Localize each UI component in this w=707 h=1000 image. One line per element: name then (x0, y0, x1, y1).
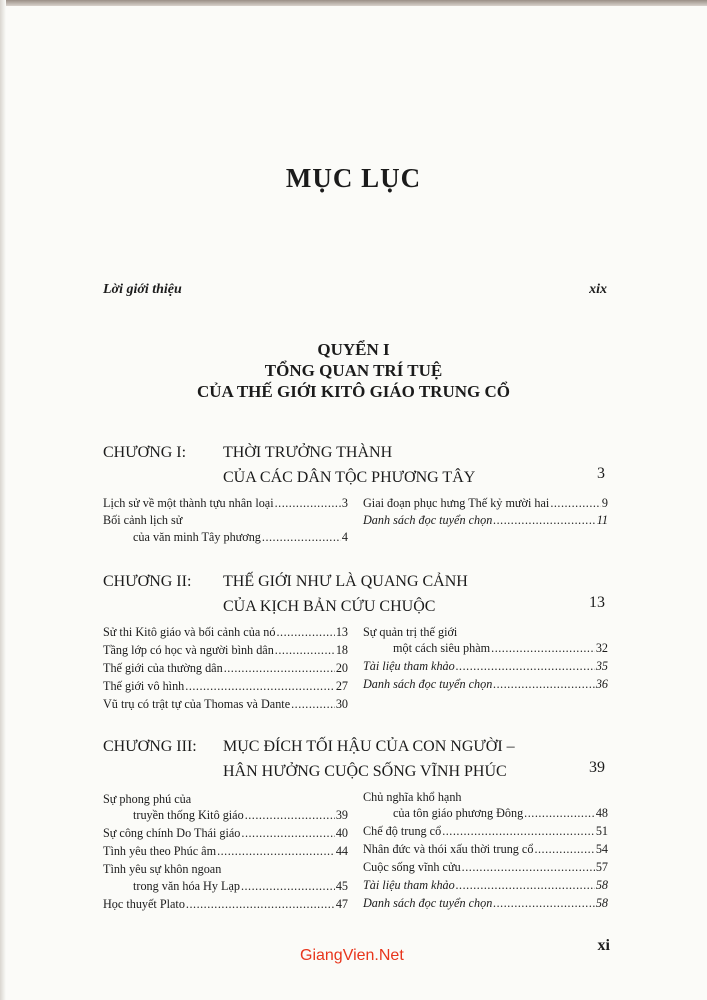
book-heading-line1: QUYỂN I (317, 340, 390, 359)
toc-entry-page: 45 (335, 879, 348, 893)
chapter-2-title-line1: THẾ GIỚI NHƯ LÀ QUANG CẢNH (223, 573, 468, 590)
toc-entry-page: 39 (335, 808, 348, 822)
leader-dots (493, 896, 595, 911)
leader-dots (276, 625, 334, 640)
toc-entry-label: Tầng lớp có học và người bình dân (103, 643, 274, 657)
toc-entry-page: 54 (595, 842, 608, 856)
leader-dots (442, 824, 595, 839)
intro-label: Lời giới thiệu (103, 282, 182, 297)
toc-entry-label: Chế độ trung cổ (363, 824, 442, 838)
leader-dots (186, 897, 335, 912)
toc-entry-label: trong văn hóa Hy Lạp (133, 879, 240, 893)
toc-entry[interactable] (363, 659, 608, 675)
leader-dots (550, 496, 601, 511)
toc-entry-label: Nhân đức và thói xấu thời trung cổ (363, 842, 534, 856)
chapter-3-title-line2: HÂN HƯỞNG CUỘC SỐNG VĨNH PHÚC (223, 763, 507, 780)
toc-entry-page: 13 (335, 625, 348, 639)
chapter-2-page: 13 (589, 594, 605, 611)
page-top-edge (0, 0, 707, 6)
toc-entry[interactable] (103, 496, 348, 512)
toc-entry[interactable] (103, 826, 348, 842)
toc-entry[interactable] (103, 844, 348, 860)
chapter-2-label: CHƯƠNG II: (103, 573, 192, 590)
toc-entry[interactable] (103, 697, 348, 713)
toc-entry-label: Tình yêu theo Phúc âm (103, 844, 217, 858)
chapter-2-title (223, 569, 468, 619)
toc-entry-label: Danh sách đọc tuyển chọn (363, 513, 493, 527)
toc-entry[interactable] (363, 842, 608, 858)
toc-entry-label: của tôn giáo phương Đông (393, 806, 524, 820)
toc-entry-page: 58 (595, 896, 608, 910)
toc-entry[interactable] (133, 808, 348, 824)
toc-entry-label: một cách siêu phàm (393, 641, 491, 655)
leader-dots (262, 530, 341, 545)
leader-dots (241, 826, 334, 841)
watermark-text: GiangVien.Net (300, 947, 404, 964)
toc-entry[interactable] (103, 625, 348, 641)
chapter-3-label: CHƯƠNG III: (103, 738, 197, 755)
intro-page: xix (589, 282, 607, 297)
toc-entry-page: 35 (595, 659, 608, 673)
leader-dots (275, 496, 341, 511)
toc-entry-label: Tài liệu tham khảo (363, 878, 455, 892)
chapter-3-title-line1: MỤC ĐÍCH TỐI HẬU CỦA CON NGƯỜI – (223, 738, 515, 755)
leader-dots (493, 513, 595, 528)
toc-entry-label: Thế giới của thường dân (103, 661, 223, 675)
toc-entry-page: 36 (595, 677, 608, 691)
toc-entry-page: 57 (595, 860, 608, 874)
toc-entry-label: Tài liệu tham khảo (363, 659, 455, 673)
book-heading-line2: TỔNG QUAN TRÍ TUỆ (264, 361, 443, 380)
toc-entry-label: Sự công chính Do Thái giáo (103, 826, 241, 840)
toc-entry[interactable] (363, 860, 608, 876)
toc-entry-label: Thế giới vô hình (103, 679, 185, 693)
toc-entry-page: 47 (335, 897, 348, 911)
toc-entry[interactable] (103, 897, 348, 913)
toc-entry-page: 4 (341, 530, 348, 544)
toc-entry[interactable] (103, 643, 348, 659)
toc-entry-label: Cuộc sống vĩnh cửu (363, 860, 461, 874)
chapter-1-title (223, 440, 475, 490)
toc-entry-label[interactable]: Chủ nghĩa khổ hạnh (363, 790, 462, 804)
toc-entry-page: 20 (335, 661, 348, 675)
toc-entry-label: Vũ trụ có trật tự của Thomas và Dante (103, 697, 291, 711)
toc-entry-label: Học thuyết Plato (103, 897, 185, 911)
toc-entry[interactable] (393, 641, 608, 657)
leader-dots (491, 641, 595, 656)
toc-entry-page: 48 (595, 806, 608, 820)
toc-entry-page: 32 (595, 641, 608, 655)
chapter-2-title-line2: CỦA KỊCH BẢN CỨU CHUỘC (223, 598, 436, 615)
leader-dots (456, 659, 595, 674)
toc-entry-label: của văn minh Tây phương (133, 530, 261, 544)
chapter-1-title-line2: CỦA CÁC DÂN TỘC PHƯƠNG TÂY (223, 469, 476, 486)
toc-entry-label: Danh sách đọc tuyển chọn (363, 677, 493, 691)
toc-entry-page: 51 (595, 824, 608, 838)
book-heading-line3: CỦA THẾ GIỚI KITÔ GIÁO TRUNG CỔ (197, 382, 510, 401)
toc-entry-page: 3 (341, 496, 348, 510)
toc-entry-page: 40 (335, 826, 348, 840)
leader-dots (217, 844, 335, 859)
toc-entry-label[interactable]: Bối cảnh lịch sử (103, 513, 183, 527)
leader-dots (456, 878, 595, 893)
leader-dots (462, 860, 595, 875)
toc-entry[interactable] (363, 896, 608, 912)
toc-entry-label: truyền thống Kitô giáo (133, 808, 244, 822)
toc-entry-label[interactable]: Tình yêu sự khôn ngoan (103, 862, 222, 876)
chapter-3-title (223, 734, 515, 784)
toc-entry[interactable] (363, 824, 608, 840)
toc-entry-label: Giai đoạn phục hưng Thế kỷ mười hai (363, 496, 550, 510)
toc-entry-label: Lịch sử về một thành tựu nhân loại (103, 496, 274, 510)
toc-entry[interactable] (363, 677, 608, 693)
toc-entry[interactable] (103, 661, 348, 677)
page-title: MỤC LỤC (285, 163, 422, 193)
chapter-1-title-line1: THỜI TRƯỞNG THÀNH (223, 444, 393, 461)
toc-entry[interactable] (133, 530, 348, 546)
page-left-edge (0, 0, 6, 1000)
leader-dots (493, 677, 595, 692)
toc-entry-label: Danh sách đọc tuyển chọn (363, 896, 493, 910)
leader-dots (224, 661, 335, 676)
toc-entry[interactable] (363, 496, 608, 512)
toc-entry[interactable] (103, 679, 348, 695)
toc-entry-page: 30 (335, 697, 348, 711)
chapter-1-page: 3 (597, 465, 605, 482)
chapter-3-page: 39 (589, 759, 605, 776)
leader-dots (185, 679, 335, 694)
toc-entry-page: 9 (601, 496, 608, 510)
toc-entry[interactable] (393, 806, 608, 822)
leader-dots (524, 806, 595, 821)
toc-entry[interactable] (363, 513, 608, 529)
leader-dots (291, 697, 335, 712)
leader-dots (245, 808, 335, 823)
leader-dots (534, 842, 594, 857)
toc-entry-page: 58 (595, 878, 608, 892)
leader-dots (275, 643, 335, 658)
toc-entry-page: 27 (335, 679, 348, 693)
toc-entry-page: 11 (596, 513, 608, 527)
toc-entry-page: 44 (335, 844, 348, 858)
toc-entry-label: Sử thi Kitô giáo và bối cảnh của nó (103, 625, 276, 639)
toc-entry[interactable] (133, 879, 348, 895)
toc-entry-label[interactable]: Sự phong phú của (103, 792, 192, 806)
page-number: xi (597, 937, 610, 954)
leader-dots (241, 879, 335, 894)
toc-entry-label[interactable]: Sự quản trị thế giới (363, 625, 458, 639)
chapter-1-label: CHƯƠNG I: (103, 444, 187, 461)
toc-entry[interactable] (363, 878, 608, 894)
toc-entry-page: 18 (335, 643, 348, 657)
